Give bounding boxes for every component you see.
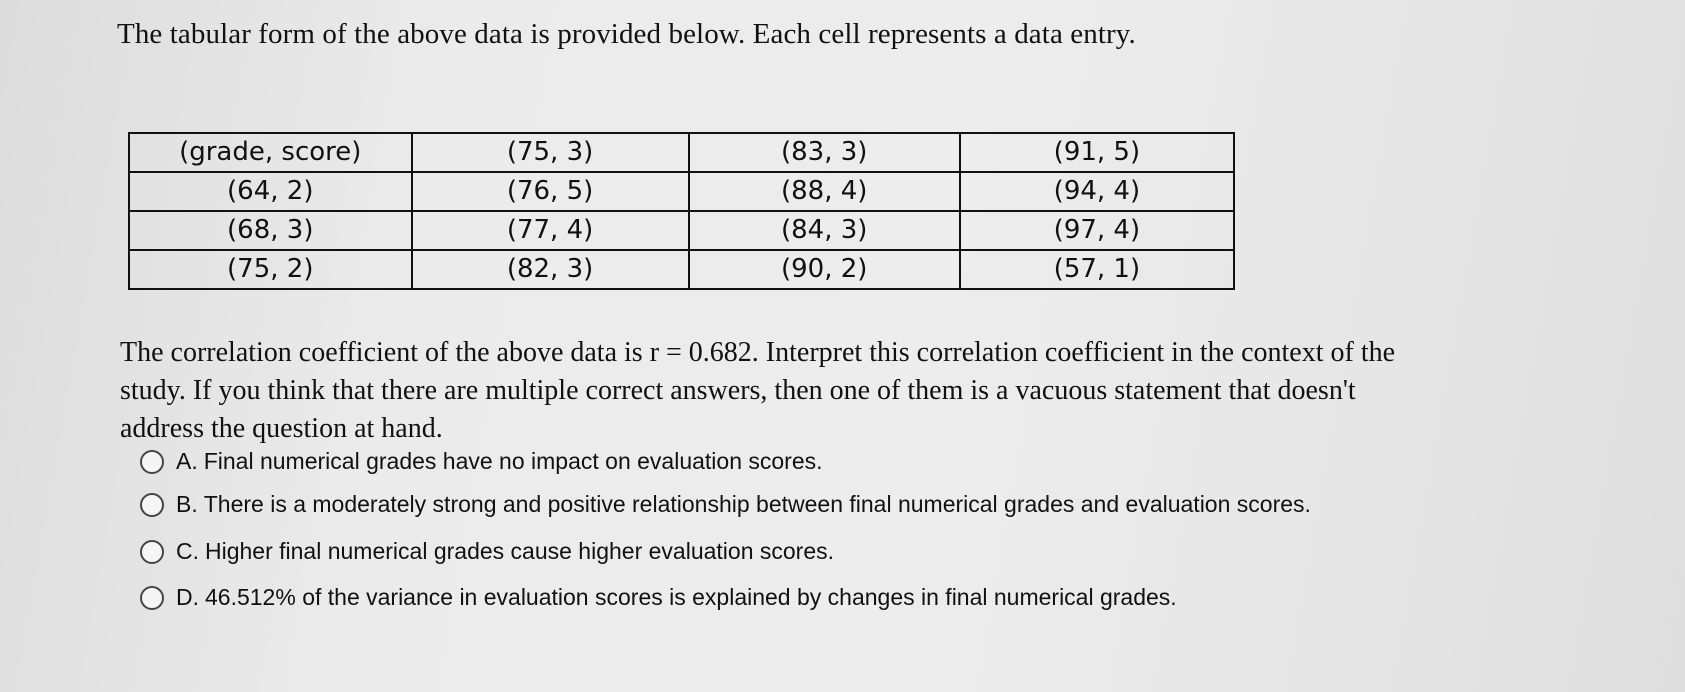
table-cell: (90, 2)	[689, 250, 960, 289]
data-table	[128, 132, 1235, 290]
radio-button-d[interactable]	[140, 586, 164, 610]
question-line: address the question at hand.	[120, 413, 443, 444]
option-c-letter: C.	[176, 538, 199, 564]
option-b[interactable]	[140, 491, 1311, 518]
question-text	[120, 334, 1620, 448]
table-cell: (82, 3)	[412, 250, 689, 289]
question-line: The correlation coefficient of the above data is r = 0.682. Interpret this correlation coefficient in the context of the	[120, 337, 1396, 368]
option-a[interactable]	[140, 448, 823, 475]
option-c-text: Higher final numerical grades cause higher evaluation scores.	[205, 538, 835, 564]
table-cell: (64, 2)	[129, 172, 412, 211]
radio-button-a[interactable]	[140, 450, 164, 474]
table-cell: (68, 3)	[129, 211, 412, 250]
table-cell: (77, 4)	[412, 211, 689, 250]
table-row	[129, 211, 1234, 250]
option-b-letter: B.	[176, 491, 198, 517]
table-row	[129, 133, 1234, 172]
table-cell: (57, 1)	[960, 250, 1234, 289]
radio-button-c[interactable]	[140, 540, 164, 564]
table-cell: (94, 4)	[960, 172, 1234, 211]
table-row	[129, 172, 1234, 211]
table-header-cell: (grade, score)	[129, 133, 412, 172]
option-d-text: 46.512% of the variance in evaluation scores is explained by changes in final numerical grades.	[205, 584, 1177, 610]
table-cell: (91, 5)	[960, 133, 1234, 172]
question-line: study. If you think that there are multiple correct answers, then one of them is a vacuous statement that doesn't	[120, 375, 1356, 406]
table-cell: (88, 4)	[689, 172, 960, 211]
option-a-text: Final numerical grades have no impact on evaluation scores.	[203, 448, 823, 474]
table-cell: (83, 3)	[689, 133, 960, 172]
option-a-letter: A.	[176, 448, 198, 474]
intro-text: The tabular form of the above data is provided below. Each cell represents a data entry.	[117, 18, 1136, 50]
radio-button-b[interactable]	[140, 493, 164, 517]
table-row	[129, 250, 1234, 289]
table-cell: (75, 3)	[412, 133, 689, 172]
table-cell: (97, 4)	[960, 211, 1234, 250]
table-cell: (75, 2)	[129, 250, 412, 289]
table-cell: (84, 3)	[689, 211, 960, 250]
option-c[interactable]	[140, 538, 834, 565]
option-b-text: There is a moderately strong and positive relationship between final numerical grades and evaluation scores.	[203, 491, 1311, 517]
table-cell: (76, 5)	[412, 172, 689, 211]
option-d[interactable]	[140, 584, 1177, 611]
option-d-letter: D.	[176, 584, 199, 610]
